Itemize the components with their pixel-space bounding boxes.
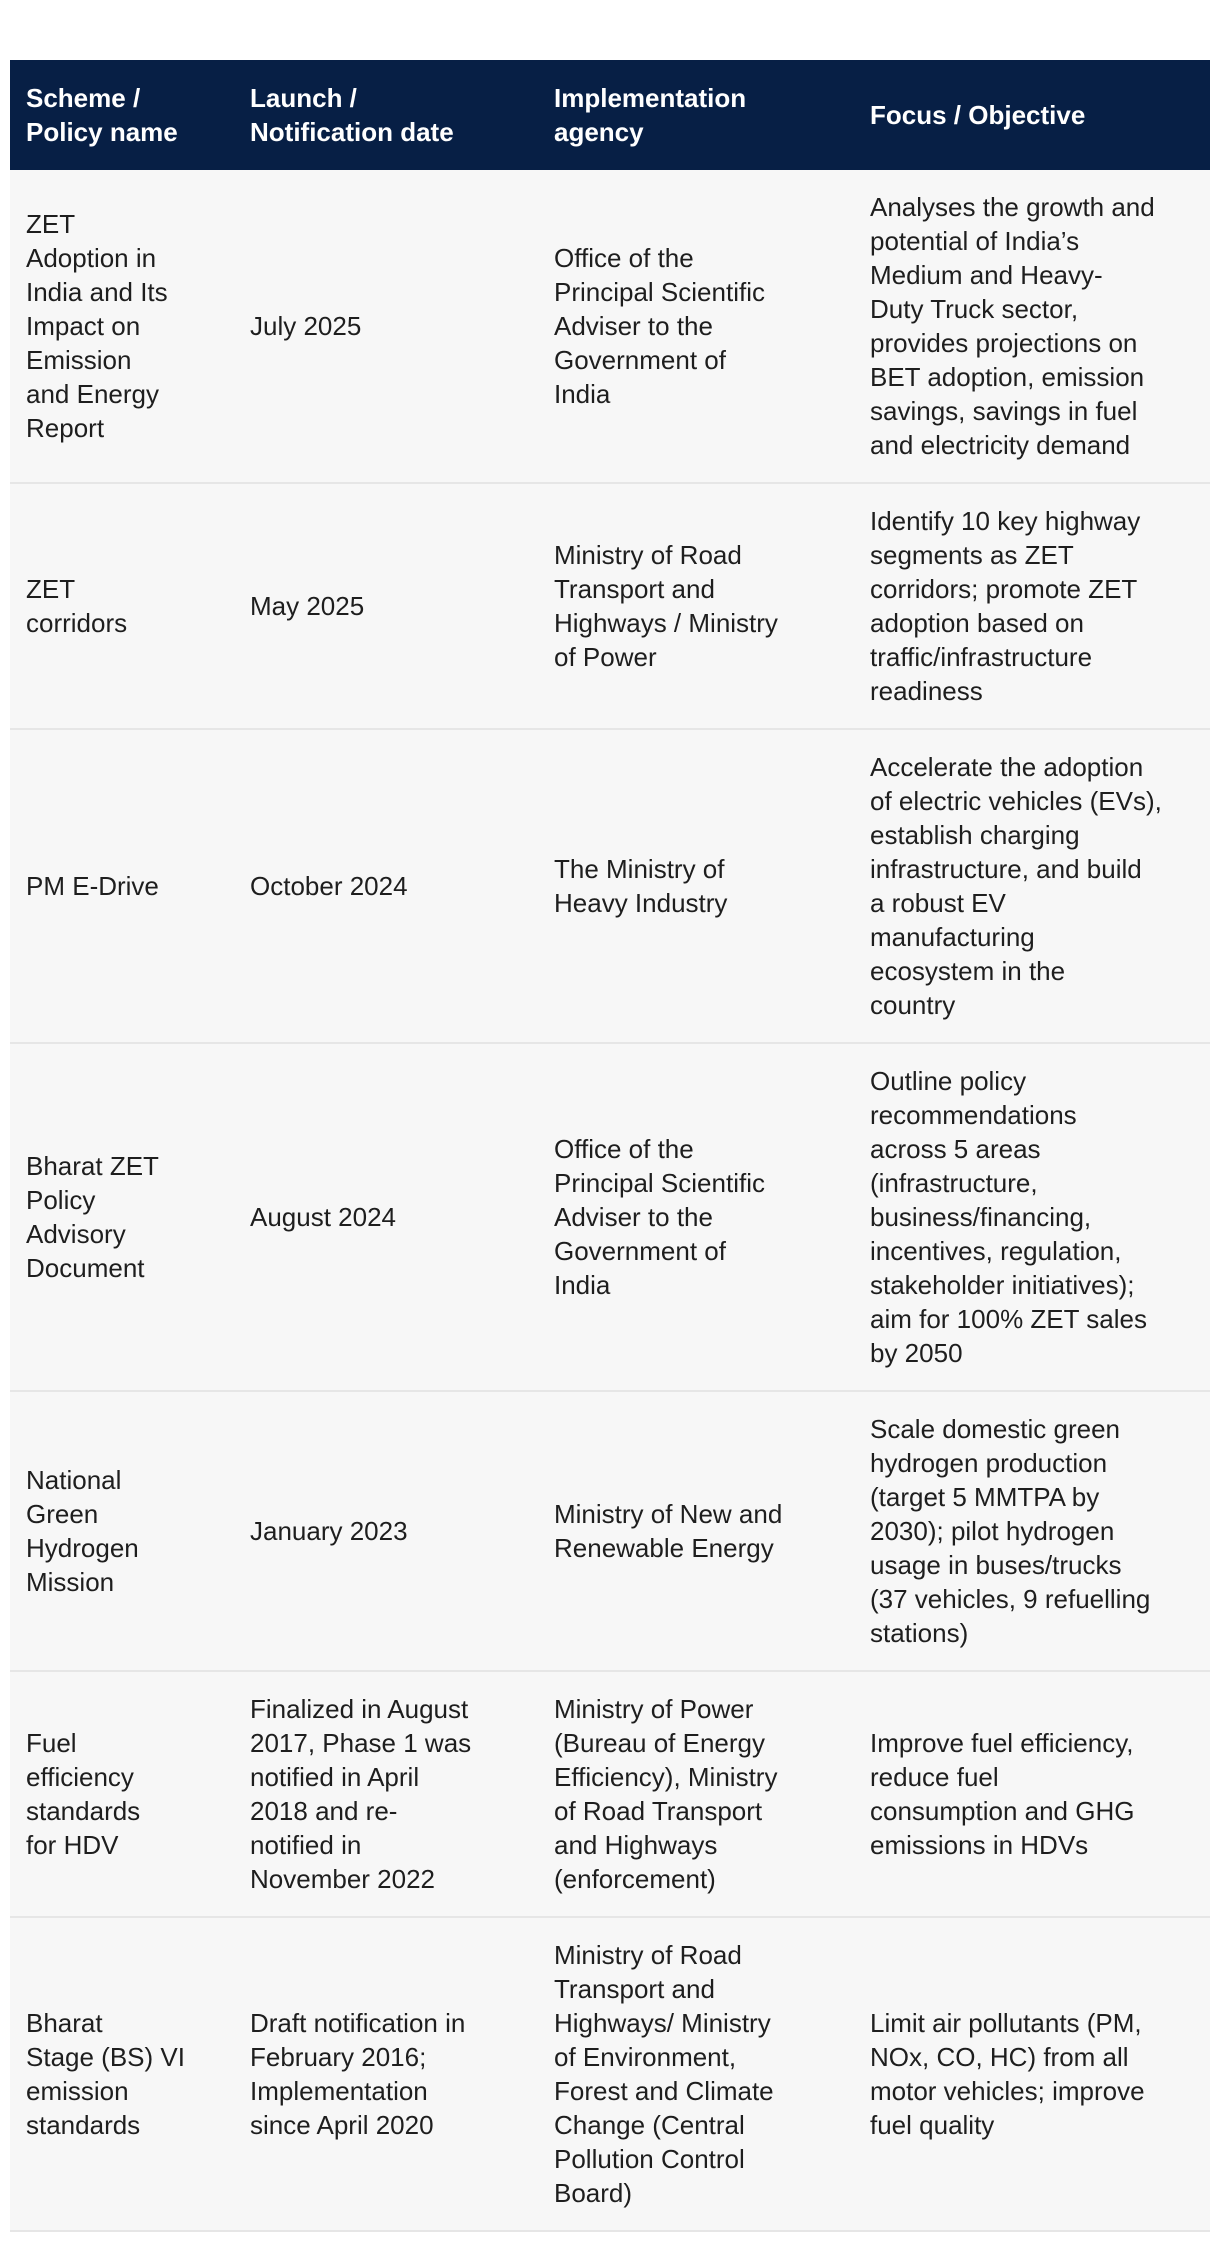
table-body: [10, 170, 1210, 2231]
table-row: [10, 170, 1210, 483]
table-row: [10, 729, 1210, 1043]
cell-launch-date: Draft notification in February 2016; Implementation since April 2020: [234, 1917, 538, 2231]
cell-agency: Ministry of Power (Bureau of Energy Efficiency), Ministry of Road Transport and Highways (enforcement): [538, 1671, 854, 1917]
cell-agency: Ministry of Road Transport and Highways/ Ministry of Environment, Forest and Climate Change (Central Pollution Control Board): [538, 1917, 854, 2231]
cell-agency: Office of the Principal Scientific Adviser to the Government of India: [538, 1043, 854, 1391]
header-focus-objective: Focus / Objective: [870, 100, 1086, 130]
cell-agency: Ministry of Road Transport and Highways / Ministry of Power: [538, 483, 854, 729]
cell-launch-date: May 2025: [234, 483, 538, 729]
cell-scheme-name: Bharat ZET Policy Advisory Document: [10, 1043, 234, 1391]
cell-agency: Office of the Principal Scientific Adviser to the Government of India: [538, 170, 854, 483]
table-row: [10, 483, 1210, 729]
header-implementation-agency: Implementation agency: [554, 83, 747, 147]
header-scheme-name: Scheme / Policy name: [26, 83, 178, 147]
header-row: [10, 60, 1210, 170]
cell-launch-date: January 2023: [234, 1391, 538, 1671]
cell-scheme-name: Fuel efficiency standards for HDV: [10, 1671, 234, 1917]
cell-scheme-name: ZET Adoption in India and Its Impact on Emission and Energy Report: [10, 170, 234, 483]
header-launch-date: Launch / Notification date: [250, 83, 454, 147]
cell-agency: Ministry of New and Renewable Energy: [538, 1391, 854, 1671]
cell-launch-date: Finalized in August 2017, Phase 1 was notified in April 2018 and re- notified in November 2022: [234, 1671, 538, 1917]
cell-focus: Outline policy recommendations across 5 areas (infrastructure, business/financing, incentives, regulation, stakeholder initiatives); aim for 100% ZET sales by 2050: [854, 1043, 1210, 1391]
cell-scheme-name: ZET corridors: [10, 483, 234, 729]
cell-focus: Analyses the growth and potential of India’s Medium and Heavy- Duty Truck sector, provides projections on BET adoption, emission savings, savings in fuel and electricity demand: [854, 170, 1210, 483]
cell-focus: Scale domestic green hydrogen production (target 5 MMTPA by 2030); pilot hydrogen usage in buses/trucks (37 vehicles, 9 refuelling stations): [854, 1391, 1210, 1671]
cell-focus: Accelerate the adoption of electric vehicles (EVs), establish charging infrastructure, and build a robust EV manufacturing ecosystem in the country: [854, 729, 1210, 1043]
cell-scheme-name: National Green Hydrogen Mission: [10, 1391, 234, 1671]
cell-launch-date: August 2024: [234, 1043, 538, 1391]
policy-table: [10, 60, 1210, 2232]
table-row: [10, 1391, 1210, 1671]
cell-focus: Improve fuel efficiency, reduce fuel consumption and GHG emissions in HDVs: [854, 1671, 1210, 1917]
cell-focus: Identify 10 key highway segments as ZET corridors; promote ZET adoption based on traffic/infrastructure readiness: [854, 483, 1210, 729]
table-header: [10, 60, 1210, 170]
cell-scheme-name: PM E-Drive: [10, 729, 234, 1043]
policy-table-container: [10, 60, 1210, 2232]
table-row: [10, 1671, 1210, 1917]
cell-scheme-name: Bharat Stage (BS) VI emission standards: [10, 1917, 234, 2231]
cell-launch-date: July 2025: [234, 170, 538, 483]
cell-launch-date: October 2024: [234, 729, 538, 1043]
cell-focus: Limit air pollutants (PM, NOx, CO, HC) from all motor vehicles; improve fuel quality: [854, 1917, 1210, 2231]
table-row: [10, 1917, 1210, 2231]
table-row: [10, 1043, 1210, 1391]
cell-agency: The Ministry of Heavy Industry: [538, 729, 854, 1043]
